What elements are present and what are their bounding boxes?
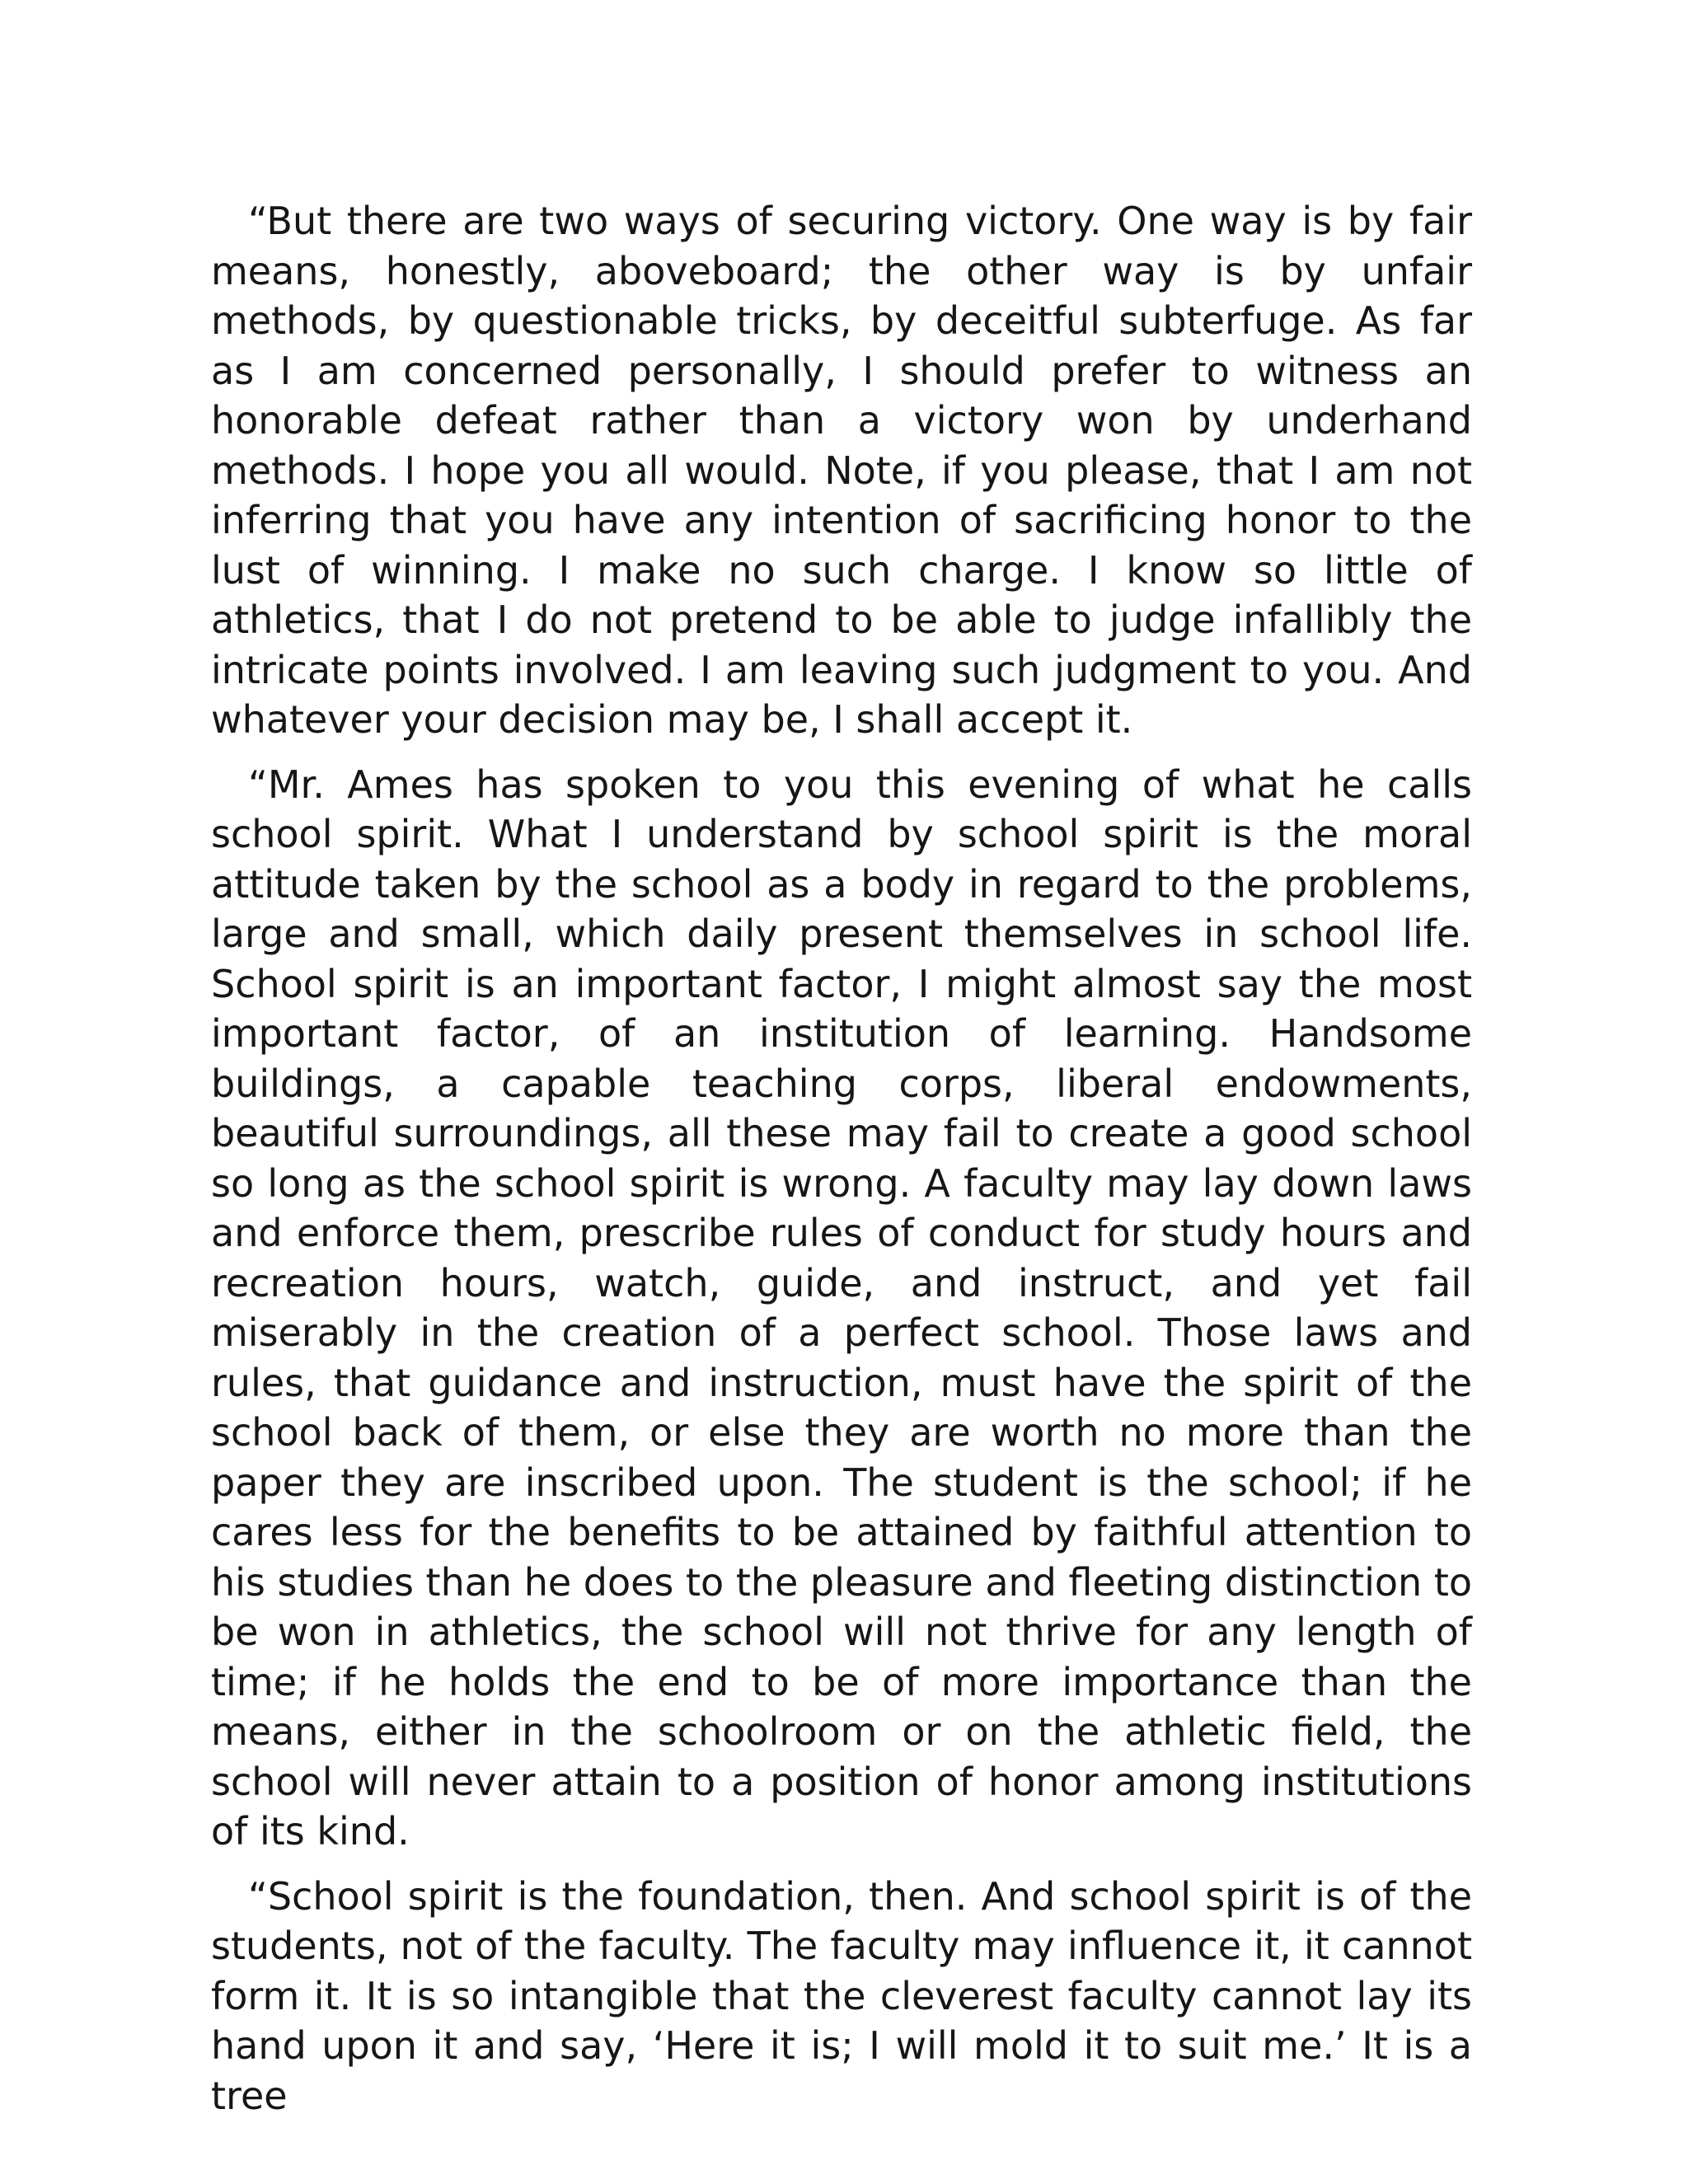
document-page: [211, 196, 1472, 2135]
paragraph-3: “School spirit is the foundation, then. And school spirit is of the students, not of the faculty. The faculty may influence it, it cannot form it. It is so intangible that the cleverest faculty cannot lay its hand upon it and say, ‘Here it is; I will mold it to suit me.’ It is a tree: [211, 1873, 1472, 2118]
paragraph-2: “Mr. Ames has spoken to you this evening of what he calls school spirit. What I understand by school spirit is the moral attitude taken by the school as a body in regard to the problems, large and small, which daily present themselves in school life. School spirit is an important factor, I might almost say the most important factor, of an institution of learning. Handsome buildings, a capable teaching corps, liberal endowments, beautiful surroundings, all these may fail to create a good school so long as the school spirit is wrong. A faculty may lay down laws and enforce them, prescribe rules of conduct for study hours and recreation hours, watch, guide, and instruct, and yet fail miserably in the creation of a perfect school. Those laws and rules, that guidance and instruction, must have the spirit of the school back of them, or else they are worth no more than the paper they are inscribed upon. The student is the school; if he cares less for the benefits to be attained by faithful attention to his studies than he does to the pleasure and fleeting distinction to be won in athletics, the school will not thrive for any length of time; if he holds the end to be of more importance than the means, either in the schoolroom or on the athletic field, the school will never attain to a position of honor among institutions of its kind.: [211, 762, 1472, 1854]
paragraph-1: “But there are two ways of securing victory. One way is by fair means, honestly, aboveboard; the other way is by unfair methods, by questionable tricks, by deceitful subterfuge. As far as I am concerned personally, I should prefer to witness an honorable defeat rather than a victory won by underhand methods. I hope you all would. Note, if you please, that I am not inferring that you have any intention of sacrificing honor to the lust of winning. I make no such charge. I know so little of athletics, that I do not pretend to be able to judge infallibly the intricate points involved. I am leaving such judgment to you. And whatever your decision may be, I shall accept it.: [211, 199, 1472, 742]
